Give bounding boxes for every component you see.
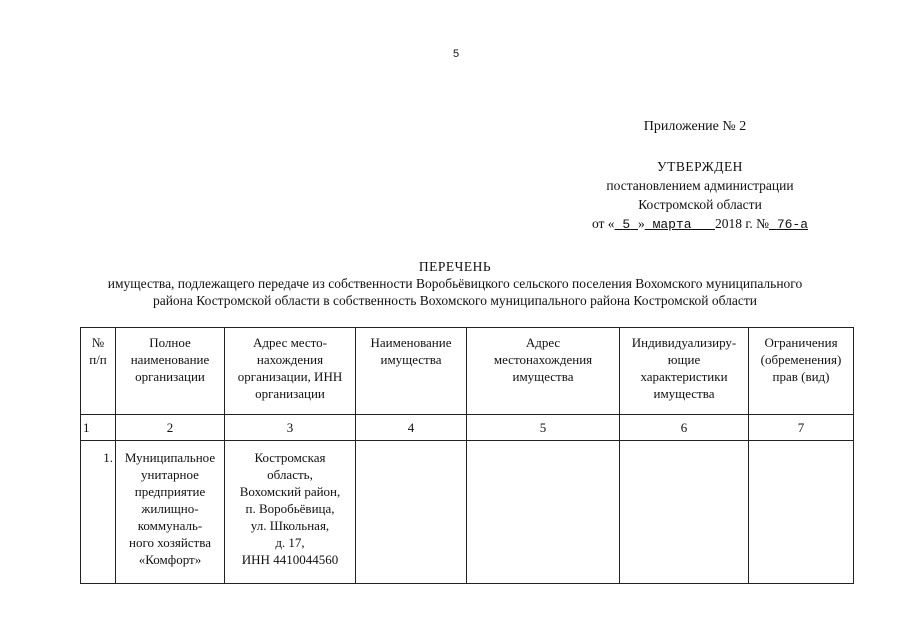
approval-title: УТВЕРЖДЕН [657,159,743,174]
column-number-cell: 3 [225,415,356,441]
property-table [80,327,854,584]
date-day: 5 [622,217,631,232]
header-cell-property-name: Наименование имущества [356,328,467,415]
table-row [81,441,854,584]
property-name-cell [356,441,467,584]
org-address-cell: Костромская область, Вохомский район, п. Воробьёвица, ул. Школьная, д. 17, ИНН 4410044560 [225,441,356,584]
table-column-numbers-row [81,415,854,441]
header-cell-org-address: Адрес место- нахождения организации, ИНН организации [225,328,356,415]
approval-date-line [585,214,815,234]
column-number-cell: 5 [467,415,620,441]
title-heading: ПЕРЕЧЕНЬ [418,259,492,274]
column-number-cell: 1 [81,415,116,441]
decree-number: 76-а [776,217,809,232]
header-cell-restrictions: Ограничения (обременения) прав (вид) [749,328,854,415]
header-cell-organization: Полное наименование организации [116,328,225,415]
date-mid: » [638,216,645,231]
column-number-cell: 6 [620,415,749,441]
date-year: 2018 г. № [714,216,770,231]
table-header-row [81,328,854,415]
column-number-cell: 2 [116,415,225,441]
column-number-cell: 4 [356,415,467,441]
header-cell-number: № п/п [81,328,116,415]
property-address-cell [467,441,620,584]
header-cell-property-address: Адрес местонахождения имущества [467,328,620,415]
date-prefix: от « [591,216,615,231]
approval-block [585,157,815,234]
restrictions-cell [749,441,854,584]
organization-cell: Муниципальное унитарное предприятие жилищно- коммуналь- ного хозяйства «Комфорт» [116,441,225,584]
header-cell-characteristics: Индивидуализиру- ющие характеристики имущества [620,328,749,415]
date-month: марта [652,217,692,232]
page-number: 5 [452,48,460,60]
approval-line-1: постановлением администрации [606,178,794,193]
document-title [40,258,870,309]
row-number-cell: 1. [81,441,116,584]
appendix-label: Приложение № 2 [643,119,747,134]
column-number-cell: 7 [749,415,854,441]
title-line-2: района Костромской области в собственность Вохомского муниципального района Костромской области [152,293,758,308]
approval-line-2: Костромской области [638,197,762,212]
characteristics-cell [620,441,749,584]
title-line-1: имущества, подлежащего передаче из собственности Воробьёвицкого сельского поселения Вохомского муниципального [107,276,803,291]
